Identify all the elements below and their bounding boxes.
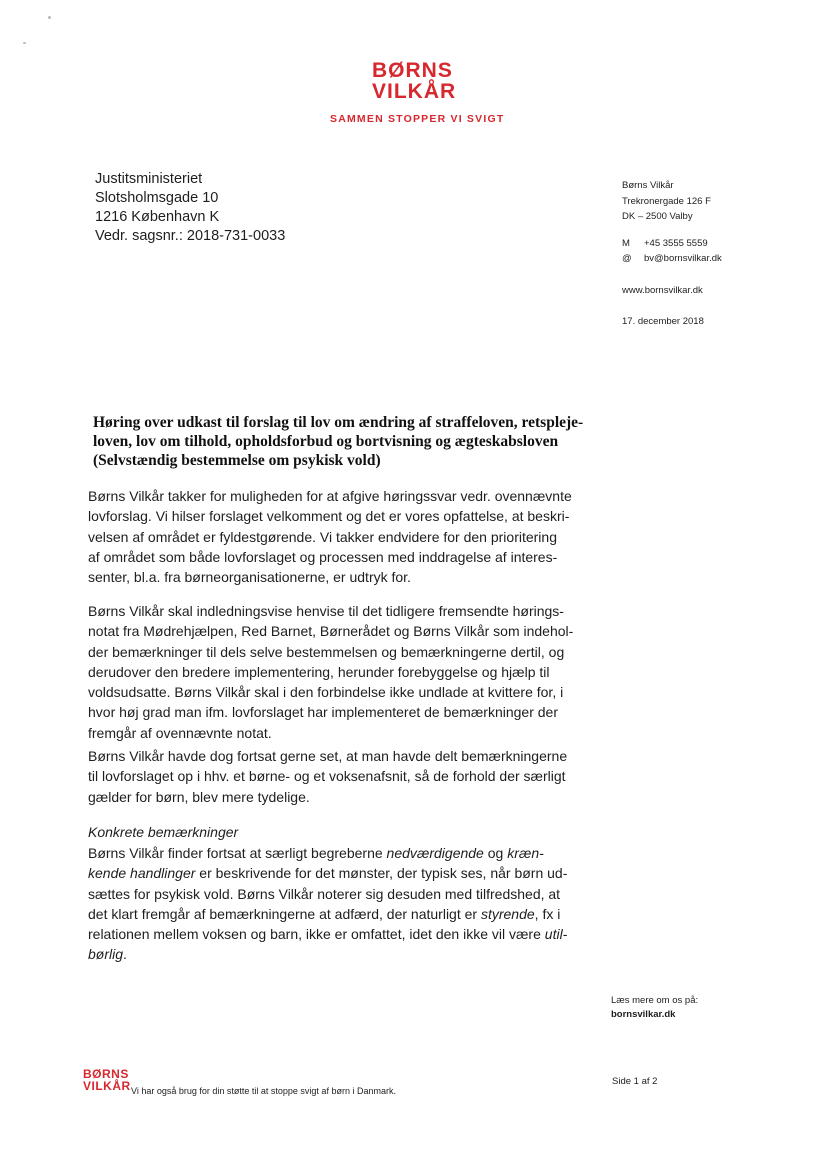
sender-email-row (622, 251, 722, 267)
email-label: @ (622, 253, 632, 264)
text-line (88, 863, 608, 883)
text-line: hvor høj grad man ifm. lovforslaget har implementeret de bemærkninger der (88, 704, 558, 721)
text-line: Børns Vilkår havde dog fortsat gerne set, at man havde delt bemærkningerne (88, 748, 568, 764)
scan-speck (48, 16, 51, 19)
text-line: af området som både lovforslaget og processen med inddragelse af interes- (88, 548, 558, 565)
text-line (88, 843, 608, 863)
paragraph-1 (88, 486, 608, 587)
italic-term: nedværdigende (386, 845, 484, 861)
footer-logo-line-2: VILKÅR (83, 1079, 131, 1093)
logo-footer (83, 1068, 131, 1092)
read-more-note (611, 994, 698, 1022)
read-more-link[interactable]: bornsvilkar.dk (611, 1009, 676, 1020)
text-line (88, 944, 608, 964)
text-line: derudover den bredere implementering, herunder forebyggelse og hjælp til (88, 663, 550, 680)
italic-term: kende handlinger (88, 865, 196, 882)
sender-email[interactable]: bv@bornsvilkar.dk (644, 253, 722, 264)
text-line: velsen af området er fyldestgørende. Vi takker endvidere for den prioritering (88, 528, 557, 545)
italic-term: børlig (88, 946, 124, 963)
sender-web[interactable]: www.bornsvilkar.dk (622, 284, 703, 296)
logo-line-2: VILKÅR (372, 80, 457, 103)
text-line (88, 924, 608, 944)
logo-line-1: BØRNS (372, 59, 453, 82)
text-run: og (483, 845, 508, 861)
paragraph-4 (88, 843, 608, 965)
text-line (88, 904, 608, 924)
text-line: gælder for børn, blev mere tydelige. (88, 788, 310, 805)
sender-block (622, 178, 722, 330)
heading-line: loven, lov om tilhold, opholdsforbud og bortvisning og ægteskabsloven (93, 433, 559, 450)
text-run: Børns Vilkår finder fortsat at særligt begreberne (88, 845, 387, 861)
recipient-case-number: Vedr. sagsnr.: 2018-731-0033 (95, 228, 286, 244)
text-run: . (123, 946, 127, 963)
letter-date: 17. december 2018 (622, 316, 704, 327)
text-line: lovforslag. Vi hilser forslaget velkomment og det er vores opfattelse, at beskri- (88, 508, 570, 525)
tagline: SAMMEN STOPPER VI SVIGT (330, 113, 505, 125)
text-run: det klart fremgår af bemærkningerne at adfærd, der naturligt er (88, 905, 481, 922)
text-line: Børns Vilkår skal indledningsvise henvise til det tidligere fremsendte hørings- (88, 603, 564, 619)
letter-heading (93, 413, 623, 470)
logo-top (372, 60, 456, 102)
text-line: notat fra Mødrehjælpen, Red Barnet, Børnerådet og Børns Vilkår som indehol- (88, 623, 574, 640)
italic-term: util- (544, 926, 568, 943)
text-line: senter, bl.a. fra børneorganisationerne, er udtryk for. (88, 569, 411, 586)
text-run: , fx i (534, 905, 561, 922)
text-run: er beskrivende for det mønster, der typisk ses, når børn ud- (195, 865, 568, 882)
heading-line: Høring over udkast til forslag til lov om ændring af straffeloven, retspleje- (93, 414, 584, 431)
phone-label: M (622, 237, 630, 249)
recipient-address (95, 170, 285, 246)
italic-term: styrende (480, 905, 535, 922)
page-number: Side 1 af 2 (612, 1076, 658, 1087)
footer-note: Vi har også brug for din støtte til at stoppe svigt af børn i Danmark. (131, 1086, 396, 1096)
heading-line: (Selvstændig bestemmelse om psykisk vold) (93, 452, 381, 469)
sender-phone: +45 3555 5559 (644, 237, 708, 249)
text-line: fremgår af ovennævnte notat. (88, 724, 272, 741)
italic-term: kræn- (507, 845, 544, 861)
recipient-name: Justitsministeriet (95, 171, 203, 187)
sender-city: DK – 2500 Valby (622, 211, 693, 222)
paragraph-2 (88, 601, 608, 743)
text-line: Børns Vilkår takker for muligheden for at afgive høringssvar vedr. ovennævnte (88, 488, 572, 504)
sender-org: Børns Vilkår (622, 180, 674, 191)
section-subheading: Konkrete bemærkninger (88, 824, 239, 840)
sender-phone-row (622, 236, 722, 252)
recipient-street: Slotsholmsgade 10 (95, 190, 219, 206)
scan-speck (23, 42, 26, 44)
text-run: relationen mellem voksen og barn, ikke er omfattet, idet den ikke vil være (88, 926, 545, 943)
read-more-label: Læs mere om os på: (611, 995, 699, 1006)
text-line: sættes for psykisk vold. Børns Vilkår noterer sig desuden med tilfredshed, at (88, 885, 561, 902)
text-line: voldsudsatte. Børns Vilkår skal i den forbindelse ikke undlade at kvittere for, i (88, 684, 564, 701)
recipient-city: 1216 København K (95, 209, 220, 225)
footer-logo-line-1: BØRNS (83, 1067, 129, 1081)
paragraph-3 (88, 746, 608, 807)
sender-street: Trekronergade 126 F (622, 195, 711, 207)
text-line: til lovforslaget op i hhv. et børne- og et voksenafsnit, så de forhold der særligt (88, 768, 566, 785)
text-line: der bemærkninger til dels selve bestemmelsen og bemærkningerne dertil, og (88, 643, 565, 660)
